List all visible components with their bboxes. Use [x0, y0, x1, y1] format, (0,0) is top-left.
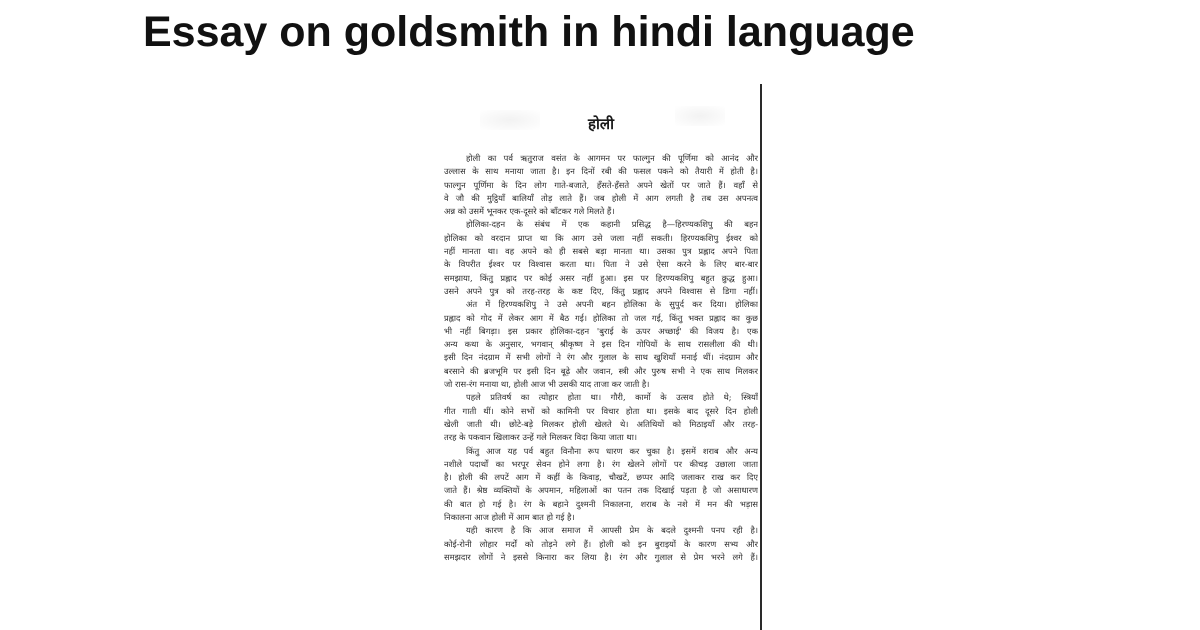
document-line: निकालना आज होली में आम बात हो गई है। [444, 512, 575, 523]
document-line: फाल्गुन पूर्णिमा के दिन लोग गाते-बजाते, हँसते-हँसते अपने खेतों पर जाते हैं। वहाँ से [444, 179, 758, 190]
document-line: होलिका को वरदान प्राप्त था कि आग उसे जला नहीं सकती। हिरण्यकशिपु ईश्वर को [444, 232, 758, 243]
document-line: की बात हो गई है। रंग के बहाने दुश्मनी निकालना, शराब के नशे में मन की भड़ास [444, 498, 758, 509]
document-line: तरह के पकवान खिलाकर उन्हें गले मिलकर विदा किया जाता था। [444, 432, 638, 443]
document-line: उल्लास के साथ मनाया जाता है। इन दिनों रबी की फसल पकने को तैयारी में होती है। [444, 166, 758, 177]
document-body [444, 152, 758, 564]
document-line: कोई-रोनी लोहार मर्दों को तोड़ने लगे हैं। होली को इन बुराइयों के कारण सभ्य और [444, 538, 758, 549]
document-line: होलिका-दहन के संबंध में एक कहानी प्रसिद्ध है—हिरण्यकशिपु की बहन [466, 219, 758, 230]
document-line: खेली जाती थी। छोटे-बड़े मिलकर होली खेलते थे। अतिथियों को मिठाइयाँ और तरह- [444, 418, 758, 429]
document-line: इसी दिन नंदग्राम में सभी लोगों ने रंग और गुलाल के साथ खुशियाँ मनाई थीं। नंदग्राम और [444, 352, 758, 363]
document-line: भी नहीं बिगड़ा। इस प्रकार होलिका-दहन 'बुराई के ऊपर अच्छाई' की विजय है। एक [444, 325, 758, 336]
document-line: नहीं मानता था। वह अपने को ही सबसे बड़ा मानता था। उसका पुत्र प्रह्लाद अपने पिता [444, 246, 758, 257]
document-line: पहले प्रतिवर्ष का त्योहार होता था। गौरी, कार्मो के उत्सव होते थे; स्त्रियाँ [466, 392, 758, 403]
document-line: गीत गाती थीं। कोने सभों को कामिनी पर विचार होता था। इसके बाद दूसरे दिन होली [444, 405, 758, 416]
document-line: होली का पर्व ऋतुराज वसंत के आगमन पर फाल्गुन की पूर्णिमा को आनंद और [466, 153, 758, 163]
document-line: समझाया, किंतु प्रह्लाद पर कोई असर नहीं हुआ। इस पर हिरण्यकशिपु बहुत क्रुद्ध हुआ। [444, 272, 758, 283]
document-line: अन्य कथा के अनुसार, भगवान् श्रीकृष्ण ने इस दिन गोपियों के साथ रासलीला की थी। [444, 339, 758, 350]
document-line: प्रह्लाद को गोद में लेकर आग में बैठ गई। होलिका तो जल गई, किंतु भक्त प्रह्लाद का कुछ [444, 312, 758, 323]
document-line: अंत में हिरण्यकशिपु ने उसे अपनी बहन होलिका के सुपुर्द कर दिया। होलिका [466, 299, 758, 310]
document-edge-divider [760, 84, 762, 630]
scanned-document-image [440, 84, 762, 630]
document-title: होली [588, 115, 614, 133]
document-line: वे जौ की मुट्ठियाँ बालियाँ तोड़ लाते हैं। जब होली में आग लगती है तब उस अपनत्व [444, 192, 758, 203]
document-line: उसने अपने पुत्र को तरह-तरह के कष्ट दिए, किंतु प्रह्लाद अपने विश्वास से डिगा नहीं। [444, 285, 758, 296]
document-line: नशीले पदार्थों का भरपूर सेवन होने लगा है। रंग खेलने लोगों पर कीचड़ उछाला जाता [444, 458, 758, 469]
document-line: किंतु आज यह पर्व बहुत विनौना रूप धारण कर चुका है। इसमें शराब और अन्य [466, 445, 758, 456]
document-line: है। होली की लपटें आग में कहीं के किवाड़, चौखटें, छप्पर आदि जलाकर राख कर दिए [444, 472, 758, 483]
document-line: अन्न को उसमें भूनकर एक-दूसरे को बाँटकर गले मिलते हैं। [444, 206, 615, 217]
document-line: जाते हैं। श्रेष्ठ व्यक्तियों के अपमान, महिलाओं का पतन तक दिखाई पड़ता है जो असाधारण [444, 485, 758, 496]
document-line: जो रास-रंग मनाया था, होली आज भी उसकी याद ताजा कर जाती है। [444, 379, 650, 390]
page-title: Essay on goldsmith in hindi language [143, 8, 915, 56]
document-line: यही कारण है कि आज समाज में आपसी प्रेम के बदले दुश्मनी पनप रही है। [466, 525, 758, 536]
document-line: के विपरीत ईश्वर पर विश्वास करता था। पिता ने उसे ऐसा करने के लिए बार-बार [444, 259, 758, 270]
document-line: बरसाने की ब्रजभूमि पर इसी दिन बूढ़े और जवान, स्त्री और पुरुष सभी ने एक साथ मिलकर [444, 365, 758, 376]
document-line: समझदार लोगों ने इससे किनारा कर लिया है। रंग और गुलाल से प्रेम भरने लगे हैं। [444, 551, 758, 562]
